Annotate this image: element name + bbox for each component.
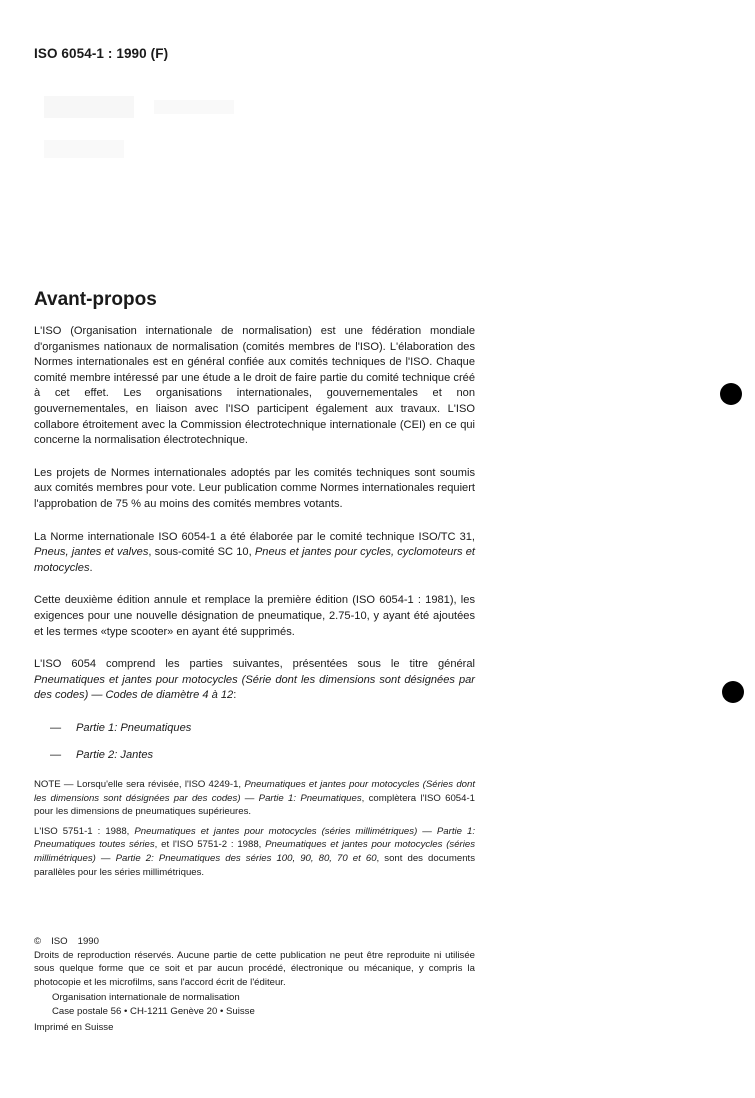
part-2-label: Partie 2: Jantes (76, 749, 154, 762)
parts-intro-colon: : (233, 689, 237, 702)
list-item-part-2 (34, 748, 475, 764)
foreword-body (34, 324, 475, 879)
committee-text-e: . (89, 561, 93, 574)
subcommittee-name: Pneus et jantes pour cycles, cyclomoteurs et motocycles (34, 546, 476, 574)
note-text-c: , complètera l'ISO 6054-1 pour les dimensions de pneumatiques supérieures. (34, 792, 476, 818)
copyright-org: ISO (51, 936, 68, 947)
note2-title-2: Pneumatiques et jantes pour motocycles (séries millimétriques) — Partie 2: Pneumatiques des séries 100, 90, 80, 70 et 60 (34, 839, 476, 865)
paragraph-iso-organisation: L'ISO (Organisation internationale de normalisation) est une fédération mondiale d'organismes nationaux de normalisation (comités membres de l'ISO). L'élaboration des Normes internationales est en général confiée aux comités techniques de l'ISO. Chaque comité membre intéressé par une étude a le droit de faire partie du comité technique créé à cet effet. Les organisations internationales, gouvernementales et non gouvernementales, en liaison avec l'ISO participent également aux travaux. L'ISO collabore étroitement avec la Commission électrotechnique internationale (CEI) en ce qui concerne la normalisation électrotechnique. (34, 325, 475, 447)
paragraph-parts-intro (34, 657, 475, 704)
faded-stamp-mark (44, 96, 244, 166)
paragraph-second-edition: Cette deuxième édition annule et remplace la première édition (ISO 6054-1 : 1981), les exigences pour une nouvelle désignation de pneumatique, 2.75-10, y ayant été ajoutées et les termes «type scooter» en ayant été supprimés. (34, 594, 475, 638)
committee-text-a: La Norme internationale ISO 6054-1 a été élaborée par le comité technique ISO/TC 31, (34, 530, 475, 543)
copyright-line (34, 935, 475, 949)
note2-title-1: Pneumatiques et jantes pour motocycles (séries millimétriques) — Partie 1: Pneumatiques toutes séries (34, 825, 476, 851)
note-text-a: NOTE — Lorsqu'elle sera révisée, l'ISO 4249-1, (34, 779, 245, 791)
copyright-icon: © (34, 936, 42, 947)
parts-intro-text: L'ISO 6054 comprend les parties suivantes, présentées sous le titre général (34, 658, 475, 671)
section-title: Avant-propos (34, 289, 157, 310)
copyright-year: 1990 (77, 936, 99, 947)
copyright-footer (34, 935, 475, 1034)
note2-text-e: , sont des documents parallèles pour les séries millimétriques. (34, 853, 475, 878)
general-title: Pneumatiques et jantes pour motocycles (Série dont les dimensions sont désignées par des codes) — Codes de diamètre 4 à 12 (34, 673, 475, 702)
publisher-address: Case postale 56 • CH-1211 Genève 20 • Suisse (52, 1005, 255, 1017)
list-item-part-1 (34, 721, 475, 737)
committee-text-c: , sous-comité SC 10, (148, 546, 255, 559)
note-revision (34, 778, 475, 819)
rights-statement: Droits de reproduction réservés. Aucune partie de cette publication ne peut être reproduite ni utilisée sous quelque forme que ce soit et par aucun procédé, électronique ou mécanique, y compris la photocopie et les microfilms, sans l'accord écrit de l'éditeur. (34, 949, 475, 988)
note-parallel-documents (34, 825, 475, 879)
publisher-name: Organisation internationale de normalisation (52, 992, 240, 1004)
document-id-header: ISO 6054-1 : 1990 (F) (34, 46, 169, 61)
punch-hole-top (720, 383, 742, 405)
note2-text-c: , et l'ISO 5751-2 : 1988, (154, 839, 266, 851)
punch-hole-bottom (722, 681, 744, 703)
list-dash: — (50, 721, 62, 734)
printed-in: Imprimé en Suisse (34, 1021, 114, 1033)
note-title: Pneumatiques et jantes pour motocycles (Séries dont les dimensions sont désignées par des codes) — Partie 1: Pneumatiques (34, 779, 475, 804)
note2-text-a: L'ISO 5751-1 : 1988, (34, 825, 135, 837)
paragraph-technical-committee (34, 530, 475, 577)
parts-list (34, 721, 475, 764)
list-dash: — (50, 749, 62, 762)
part-1-label: Partie 1: Pneumatiques (76, 721, 192, 734)
paragraph-draft-standards: Les projets de Normes internationales adoptés par les comités techniques sont soumis aux comités membres pour vote. Leur publication comme Normes internationales requiert l'approbation de 75 % au moins des comités membres votants. (34, 466, 475, 510)
committee-name: Pneus, jantes et valves (34, 546, 149, 559)
